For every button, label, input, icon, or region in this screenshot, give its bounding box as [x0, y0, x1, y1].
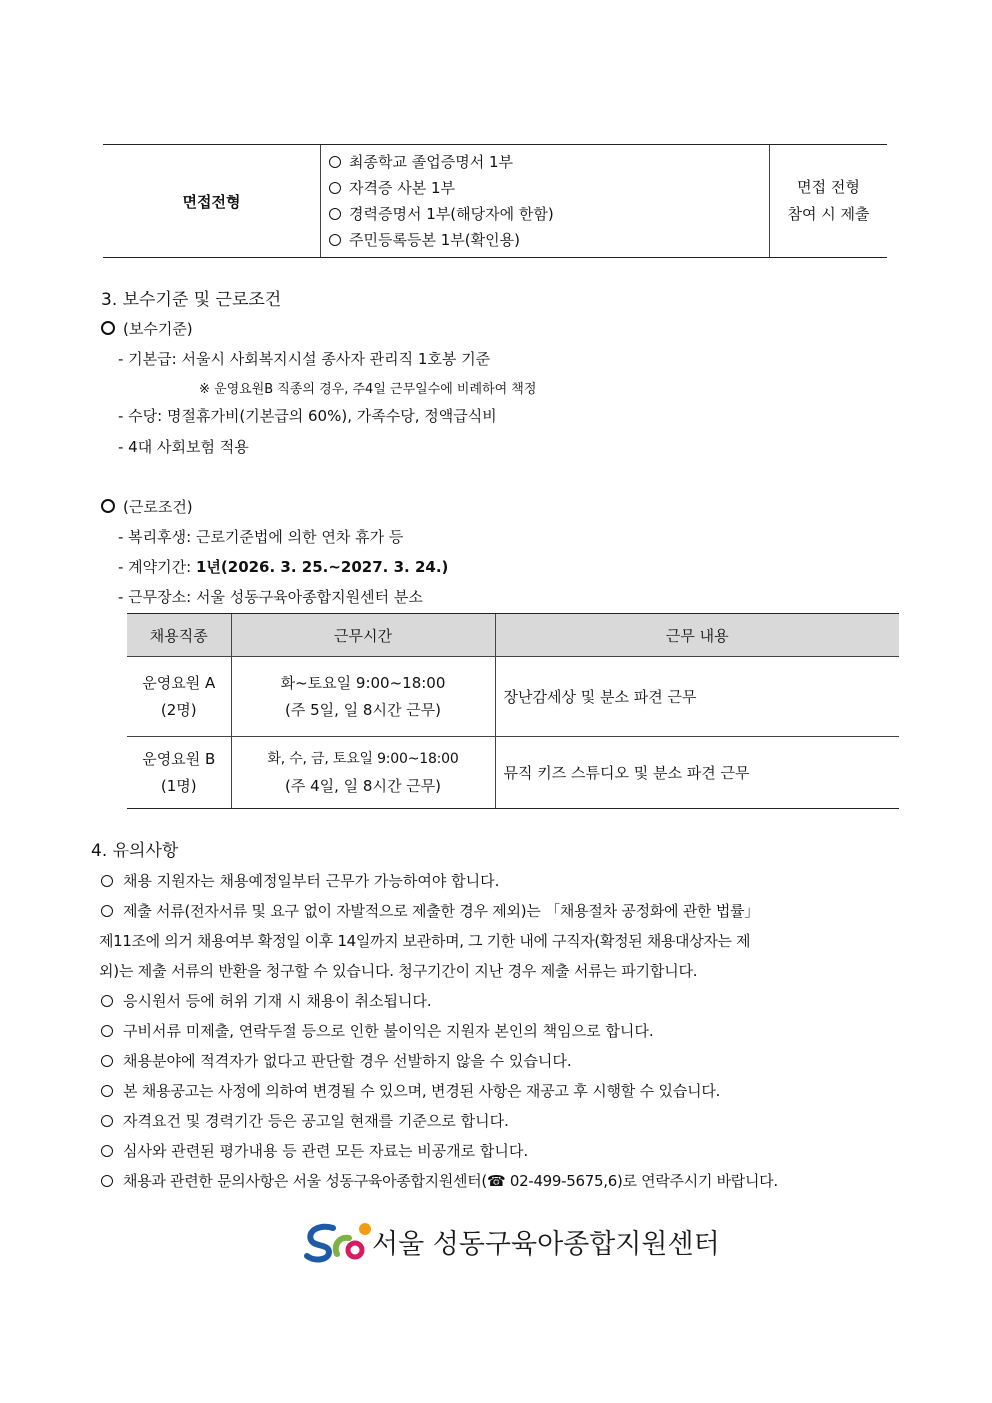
- pay-item-base: - 기본급: 서울시 사회복지시설 종사자 관리직 1호봉 기준: [118, 350, 491, 368]
- job-cell: 운영요원 B (1명): [127, 737, 231, 809]
- center-logo-text: 서울 성동구육아종합지원센터: [372, 1229, 720, 1260]
- circle-bullet-icon: [101, 1085, 113, 1097]
- notice-item: 채용분야에 적격자가 없다고 판단할 경우 선발하지 않을 수 있습니다.: [101, 1050, 572, 1071]
- job-cell: 운영요원 A (2명): [127, 657, 231, 737]
- circle-bullet-icon: [101, 1025, 113, 1037]
- header-job: 채용직종: [127, 614, 231, 657]
- pay-item-insurance: - 4대 사회보험 적용: [118, 438, 249, 456]
- circle-bullet-icon: [101, 1175, 113, 1187]
- notice-item: 제출 서류(전자서류 및 요구 없이 자발적으로 제출한 경우 제외)는 「채용절차 공정화에 관한 법률」: [101, 900, 759, 921]
- content-cell: 뮤직 키즈 스튜디오 및 분소 파견 근무: [495, 737, 899, 809]
- positions-table: [127, 613, 899, 809]
- work-item-location: - 근무장소: 서울 성동구육아종합지원센터 분소: [118, 588, 423, 606]
- pay-item-note: ※ 운영요원B 직종의 경우, 주4일 근무일수에 비례하여 책정: [199, 382, 537, 397]
- document-item: 자격증 사본 1부: [329, 177, 455, 198]
- pay-heading: (보수기준): [101, 318, 193, 339]
- header-hours: 근무시간: [231, 614, 495, 657]
- circle-bullet-icon: [101, 875, 113, 887]
- hours-cell: 화, 수, 금, 토요일 9:00~18:00 (주 4일, 일 8시간 근무): [231, 737, 495, 809]
- circle-bullet-icon: [329, 156, 341, 168]
- pay-item-allowance: - 수당: 명절휴가비(기본급의 60%), 가족수당, 정액급식비: [118, 407, 497, 425]
- documents-table: [103, 144, 887, 258]
- work-item-welfare: - 복리후생: 근로기준법에 의한 연차 휴가 등: [118, 528, 404, 546]
- notice-item-continued: 제11조에 의거 채용여부 확정일 이후 14일까지 보관하며, 그 기한 내에 구직자(확정된 채용대상자는 제: [99, 932, 751, 950]
- circle-bullet-icon: [329, 182, 341, 194]
- section4-title: 4. 유의사항: [91, 841, 179, 861]
- interview-stage-label: 면접전형: [103, 145, 321, 257]
- submission-note: 면접 전형 참여 시 제출: [787, 178, 870, 223]
- content-cell: 장난감세상 및 분소 파견 근무: [495, 657, 899, 737]
- table-row: [127, 657, 899, 737]
- document-item: 최종학교 졸업증명서 1부: [329, 151, 513, 172]
- notice-item: 구비서류 미제출, 연락두절 등으로 인한 불이익은 지원자 본인의 책임으로 합니다.: [101, 1020, 654, 1041]
- notice-item: 본 채용공고는 사정에 의하여 변경될 수 있으며, 변경된 사항은 재공고 후 시행할 수 있습니다.: [101, 1080, 720, 1101]
- notice-item-continued: 외)는 제출 서류의 반환을 청구할 수 있습니다. 청구기간이 지난 경우 제출 서류는 파기합니다.: [99, 962, 698, 980]
- circle-bullet-icon: [329, 208, 341, 220]
- hours-cell: 화~토요일 9:00~18:00 (주 5일, 일 8시간 근무): [231, 657, 495, 737]
- document-item: 주민등록등본 1부(확인용): [329, 229, 520, 250]
- table-header-row: [127, 614, 899, 657]
- notice-item: 심사와 관련된 평가내용 등 관련 모든 자료는 비공개로 합니다.: [101, 1140, 528, 1161]
- work-heading: (근로조건): [101, 496, 193, 517]
- circle-bullet-icon: [101, 905, 113, 917]
- notice-item: 채용과 관련한 문의사항은 서울 성동구육아종합지원센터(☎ 02-499-5675,6)로 연락주시기 바랍니다.: [101, 1170, 778, 1191]
- circle-bullet-icon: [101, 1115, 113, 1127]
- circle-bullet-icon: [101, 995, 113, 1007]
- documents-list: [321, 145, 770, 257]
- circle-bullet-icon: [101, 1055, 113, 1067]
- circle-bullet-icon: [101, 499, 115, 513]
- notice-item: 자격요건 및 경력기간 등은 공고일 현재를 기준으로 합니다.: [101, 1110, 509, 1131]
- work-item-contract: - 계약기간: 1년(2026. 3. 25.~2027. 3. 24.): [118, 558, 449, 576]
- header-content: 근무 내용: [495, 614, 899, 657]
- document-item: 경력증명서 1부(해당자에 한함): [329, 203, 554, 224]
- circle-bullet-icon: [329, 234, 341, 246]
- notice-item: 채용 지원자는 채용예정일부터 근무가 가능하여야 합니다.: [101, 870, 499, 891]
- circle-bullet-icon: [101, 1145, 113, 1157]
- table-row: [127, 737, 899, 809]
- circle-bullet-icon: [101, 321, 115, 335]
- section3-title: 3. 보수기준 및 근로조건: [101, 290, 282, 310]
- notice-item: 응시원서 등에 허위 기재 시 채용이 취소됩니다.: [101, 990, 432, 1011]
